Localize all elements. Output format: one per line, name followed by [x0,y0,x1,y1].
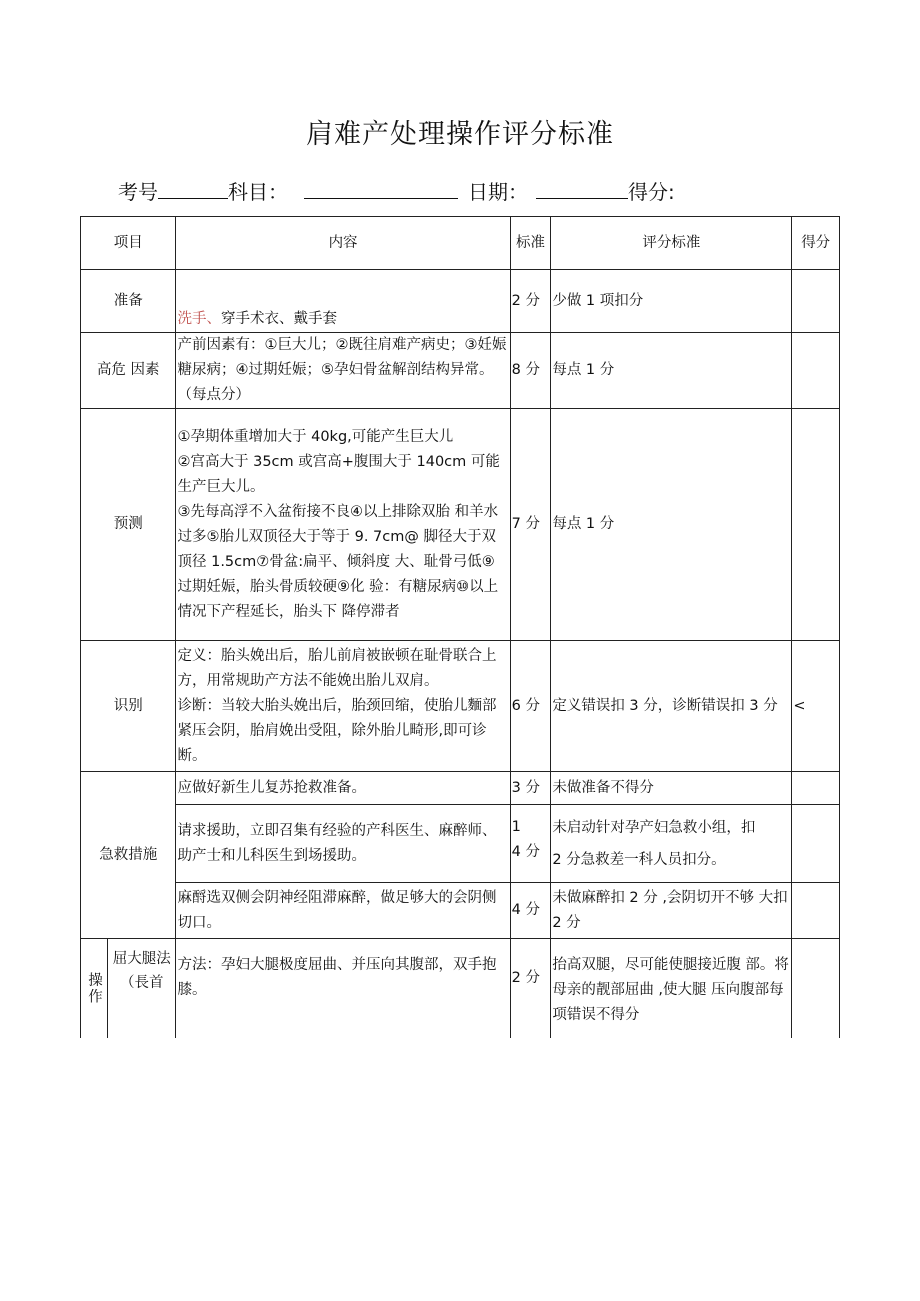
row-criteria-prep: 少做 1 项扣分 [551,270,792,333]
prep-content-highlight: 洗手、 [177,311,221,327]
predict-point-1: ①孕期体重增加大于 40kg,可能产生巨大儿 [177,428,454,445]
row-standard-emergency-2 [510,805,551,883]
row-standard-operation: 2 分 [510,939,551,1038]
row-item-operation [108,939,176,1038]
header-standard: 标准 [510,217,551,270]
row-criteria-emergency-3: 未做麻醉扣 2 分 ,会阴切开不够 大扣 2 分 [551,883,792,939]
table-row [81,939,840,1038]
row-content-emergency-2: 请求援助，立即召集有经验的产科医生、麻醉师、助产士和儿科医生到场援助。 [176,805,510,883]
row-standard-predict: 7 分 [510,409,551,641]
subject-label: 科目： [228,180,288,204]
predict-point-2: ②宫高大于 35cm 或宫高+腹围大于 140cm 可能生产巨大儿。 [177,453,500,495]
score-label: 得分: [628,180,675,204]
exam-number-blank[interactable] [158,180,228,199]
table-row [81,270,840,333]
row-standard-risk: 8 分 [510,333,551,409]
date-label: 日期： [468,180,528,204]
header-content: 内容 [176,217,510,270]
row-group-operation: 操作 [81,939,108,1038]
exam-number-label: 考号 [118,180,158,204]
emergency-2-criteria-line-1: 未启动针对孕产妇急救小组，扣 [552,819,756,836]
exam-meta-line [118,176,675,205]
scoring-table [80,216,840,1038]
row-score-emergency-1[interactable] [792,772,840,805]
row-score-prep[interactable] [792,270,840,333]
row-score-emergency-3[interactable] [792,883,840,939]
row-item-emergency: 急救措施 [81,772,176,939]
row-score-operation[interactable] [792,939,840,1038]
row-content-operation: 方法：孕妇大腿极度屈曲、并压向其腹部，双手抱膝。 [176,939,510,1038]
row-criteria-identify: 定义错误扣 3 分，诊断错误扣 3 分 [551,641,792,772]
row-standard-emergency-3: 4 分 [510,883,551,939]
row-content-risk: 产前因素有：①巨大儿；②既往肩难产病史；③妊娠糖尿病；④过期妊娠；⑤孕妇骨盆解剖结构异常。（每点分） [176,333,510,409]
table-row [81,883,840,939]
table-header-row [81,217,840,270]
operation-sub-item: 屈大腿法（長首 [112,951,171,991]
document-title: 肩难产处理操作评分标准 [306,119,614,150]
row-standard-emergency-1: 3 分 [510,772,551,805]
row-content-emergency-3: 麻酹选双侧会阴神经阻滞麻醉，做足够大的会阴侧切口。 [176,883,510,939]
row-score-emergency-2[interactable] [792,805,840,883]
emergency-2-standard-top: 1 [511,818,521,835]
emergency-2-criteria-line-2: 2 分急救差一科人员扣分。 [552,851,726,868]
row-criteria-emergency-1: 未做准备不得分 [551,772,792,805]
table-row [81,333,840,409]
table-row [81,805,840,883]
row-criteria-predict: 每点 1 分 [551,409,792,641]
identify-definition: 定义：胎头娩出后，胎儿前肩被嵌顿在耻骨联合上方，用常规助产方法不能娩出胎儿双肩。 [177,647,497,689]
prep-content-text: 穿手术衣、戴手套 [220,311,337,327]
identify-diagnosis: 诊断：当较大胎头娩出后，胎颈回缩，使胎儿麵部紧压会阴，胎肩娩出受阻，除外胎儿畸形,即可诊断。 [177,697,497,764]
row-content-identify [176,641,510,772]
row-content-emergency-1: 应做好新生儿复苏抢救准备。 [176,772,510,805]
row-criteria-risk: 每点 1 分 [551,333,792,409]
header-criteria: 评分标准 [551,217,792,270]
row-criteria-operation: 抬高双腿，尽可能使腿接近腹 部。将母亲的靓部屈曲 ,使大腿 压向腹部每项错误不得分 [551,939,792,1038]
row-item-risk: 高危 因素 [81,333,176,409]
row-item-identify: 识别 [81,641,176,772]
row-item-prep: 准备 [81,270,176,333]
date-blank[interactable] [536,180,628,199]
row-criteria-emergency-2 [551,805,792,883]
subject-blank[interactable] [304,180,458,199]
predict-point-3: ③先每高浮不入盆衔接不良④以上排除双胎 和羊水过多⑤胎儿双顶径大于等于 9. 7cm@ 脚径大于双顶径 1.5cm⑦骨盆:扁平、倾斜度 大、耻骨弓低⑨过期妊娠，胎头骨质较硬⑨化 验：有糖尿病⑩以上情况下产程延长，胎头下 降停滞者 [177,503,499,620]
header-score: 得分 [792,217,840,270]
table-row [81,641,840,772]
header-item: 项目 [81,217,176,270]
row-standard-prep: 2 分 [510,270,551,333]
emergency-2-standard: 4 分 [511,843,540,860]
row-content-prep [176,270,510,333]
row-score-risk[interactable] [792,333,840,409]
row-item-predict: 预测 [81,409,176,641]
row-content-predict [176,409,510,641]
table-row [81,772,840,805]
row-score-identify[interactable]: < [792,641,840,772]
table-row [81,409,840,641]
row-standard-identify: 6 分 [510,641,551,772]
row-score-predict[interactable] [792,409,840,641]
